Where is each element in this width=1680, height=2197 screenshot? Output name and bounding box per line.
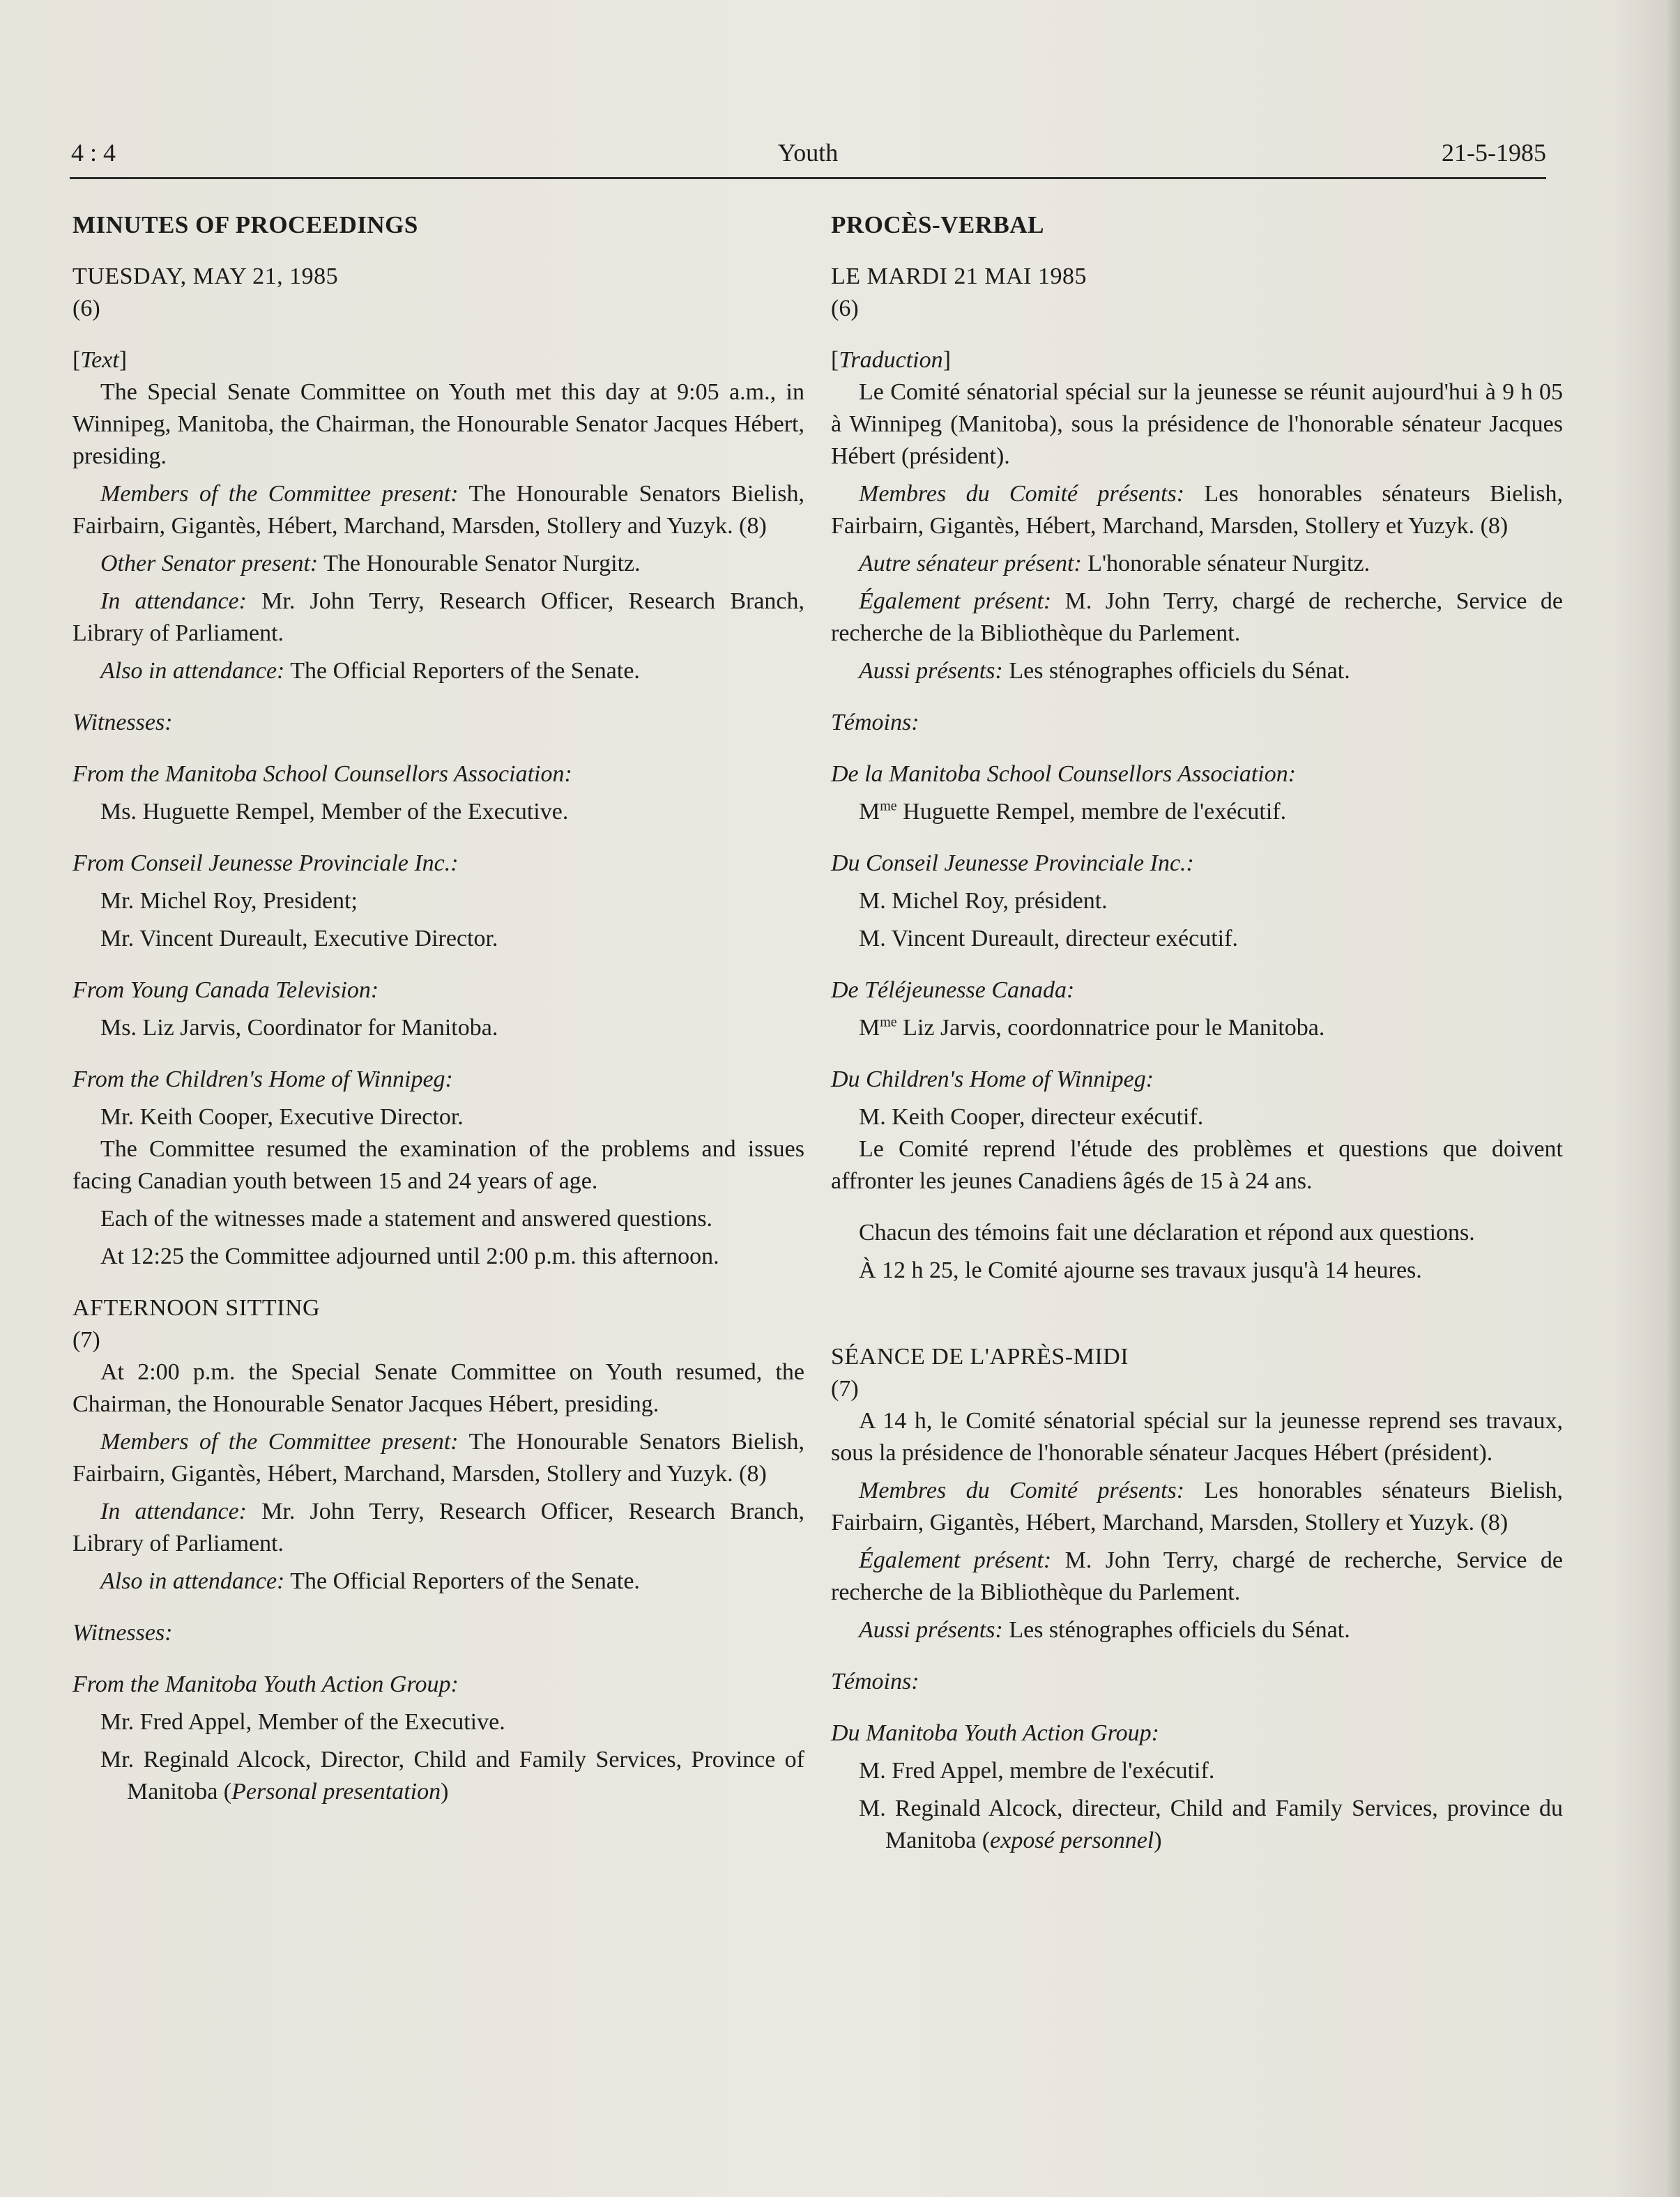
afternoon-opening: At 2:00 p.m. the Special Senate Committee on Youth resumed, the Chairman, the Honourable Senator Jacques Hébert, presiding. bbox=[72, 1359, 804, 1417]
witness-name: Ms. Liz Jarvis, Coordinator for Manitoba. bbox=[100, 1015, 498, 1041]
witness-name: Mr. Michel Roy, President; bbox=[100, 888, 358, 914]
page-number: 4 : 4 bbox=[71, 139, 116, 167]
text-label-fr: [Traduction] bbox=[831, 347, 951, 373]
members-present-fr: Membres du Comité présents: Les honorables sénateurs Bielish, Fairbairn, Gigantès, Hébert, Marchand, Marsden, Stollery et Yuzyk. (8) bbox=[831, 481, 1564, 539]
minutes-title: MINUTES OF PROCEEDINGS bbox=[72, 211, 418, 238]
other-senator: Other Senator present: The Honourable Senator Nurgitz. bbox=[100, 551, 641, 576]
other-senator-fr: Autre sénateur présent: L'honorable sénateur Nurgitz. bbox=[859, 551, 1370, 576]
witness-name-fr: $M^{me}$ Liz Jarvis, coordonnatrice pour le Manitoba. bbox=[859, 1014, 1325, 1041]
witness-org: From the Children's Home of Winnipeg: bbox=[72, 1066, 453, 1092]
resumed-paragraph-fr: Le Comité reprend l'étude des problèmes et questions que doivent affronter les jeunes Canadiens âgés de 15 à 24 ans. bbox=[831, 1136, 1563, 1194]
witness-org: From the Manitoba Youth Action Group: bbox=[72, 1671, 459, 1697]
running-header bbox=[70, 132, 1546, 179]
witness-org-fr: Du Children's Home of Winnipeg: bbox=[831, 1066, 1154, 1092]
statements-paragraph-fr: Chacun des témoins fait une déclaration et répond aux questions. bbox=[859, 1220, 1475, 1246]
in-attendance: In attendance: Mr. John Terry, Research Officer, Research Branch, Library of Parliament. bbox=[72, 588, 805, 646]
afternoon-opening-fr: A 14 h, le Comité sénatorial spécial sur la jeunesse reprend ses travaux, sous la présidence de l'honorable sénateur Jacques Hébert (président). bbox=[831, 1408, 1563, 1466]
meeting-number-fr: (6) bbox=[831, 296, 859, 321]
witness-org-fr: De Téléjeunesse Canada: bbox=[831, 977, 1075, 1003]
afternoon-number: (7) bbox=[72, 1327, 100, 1353]
opening-paragraph-fr: Le Comité sénatorial spécial sur la jeunesse se réunit aujourd'hui à 9 h 05 à Winnipeg (Manitoba), sous la présidence de l'honorable sénateur Jacques Hébert (président). bbox=[831, 379, 1563, 469]
witnesses-heading-fr: Témoins: bbox=[831, 710, 919, 735]
resumed-paragraph: The Committee resumed the examination of the problems and issues facing Canadian youth between 15 and 24 years of age. bbox=[72, 1136, 804, 1194]
afternoon-number-fr: (7) bbox=[831, 1376, 859, 1402]
witness-name-fr: M. Reginald Alcock, directeur, Child and Family Services, province du Manitoba (exposé personnel) bbox=[859, 1796, 1563, 1853]
members-present: Members of the Committee present: The Honourable Senators Bielish, Fairbairn, Gigantès, Hébert, Marchand, Marsden, Stollery and Yuzyk. (8) bbox=[72, 481, 804, 539]
afternoon-attendance: In attendance: Mr. John Terry, Research Officer, Research Branch, Library of Parliament. bbox=[72, 1499, 805, 1556]
witness-name-fr: M. Fred Appel, membre de l'exécutif. bbox=[859, 1758, 1215, 1784]
afternoon-witnesses-heading: Witnesses: bbox=[72, 1620, 173, 1646]
page-edge-shadow bbox=[1665, 0, 1680, 2197]
witness-name-fr: M. Vincent Dureault, directeur exécutif. bbox=[859, 926, 1238, 951]
meeting-date-fr: LE MARDI 21 MAI 1985 bbox=[831, 263, 1087, 289]
also-in-attendance: Also in attendance: The Official Reporters of the Senate. bbox=[100, 658, 640, 684]
french-column bbox=[831, 209, 1563, 1857]
opening-paragraph: The Special Senate Committee on Youth met this day at 9:05 a.m., in Winnipeg, Manitoba, the Chairman, the Honourable Senator Jacques Hébert, presiding. bbox=[72, 379, 804, 469]
minutes-title-fr: PROCÈS-VERBAL bbox=[831, 211, 1044, 238]
text-label: [Text] bbox=[72, 347, 128, 373]
witness-name-fr: M. Michel Roy, président. bbox=[859, 888, 1108, 914]
afternoon-title: AFTERNOON SITTING bbox=[72, 1295, 321, 1321]
adjourned-paragraph: At 12:25 the Committee adjourned until 2:00 p.m. this afternoon. bbox=[100, 1243, 719, 1269]
committee-name: Youth bbox=[777, 139, 839, 167]
afternoon-title-fr: SÉANCE DE L'APRÈS-MIDI bbox=[831, 1344, 1129, 1370]
also-in-attendance-fr: Aussi présents: Les sténographes officiels du Sénat. bbox=[859, 658, 1350, 684]
witness-org-fr: De la Manitoba School Counsellors Association: bbox=[831, 761, 1297, 787]
afternoon-attendance-fr: Également présent: M. John Terry, chargé de recherche, Service de recherche de la Bibliothèque du Parlement. bbox=[831, 1547, 1564, 1605]
meeting-date: TUESDAY, MAY 21, 1985 bbox=[72, 263, 339, 289]
witness-name: Mr. Vincent Dureault, Executive Director. bbox=[100, 926, 498, 951]
witness-org: From Conseil Jeunesse Provinciale Inc.: bbox=[72, 850, 459, 876]
afternoon-also: Also in attendance: The Official Reporters of the Senate. bbox=[100, 1568, 640, 1594]
adjourned-paragraph-fr: À 12 h 25, le Comité ajourne ses travaux jusqu'à 14 heures. bbox=[859, 1257, 1422, 1283]
afternoon-members-fr: Membres du Comité présents: Les honorables sénateurs Bielish, Fairbairn, Gigantès, Hébert, Marchand, Marsden, Stollery et Yuzyk. (8) bbox=[831, 1478, 1564, 1536]
in-attendance-fr: Également présent: M. John Terry, chargé de recherche, Service de recherche de la Bibliothèque du Parlement. bbox=[831, 588, 1564, 646]
afternoon-witnesses-heading-fr: Témoins: bbox=[831, 1669, 919, 1694]
english-column bbox=[72, 209, 804, 1808]
witness-name-fr: M. Keith Cooper, directeur exécutif. bbox=[859, 1104, 1204, 1130]
witness-name: Mr. Fred Appel, Member of the Executive. bbox=[100, 1709, 505, 1735]
afternoon-members: Members of the Committee present: The Honourable Senators Bielish, Fairbairn, Gigantès, Hébert, Marchand, Marsden, Stollery and Yuzyk. (8) bbox=[72, 1429, 804, 1487]
witness-name: Ms. Huguette Rempel, Member of the Executive. bbox=[100, 799, 569, 825]
witness-org: From the Manitoba School Counsellors Association: bbox=[72, 761, 572, 787]
witness-org-fr: Du Conseil Jeunesse Provinciale Inc.: bbox=[831, 850, 1194, 876]
witness-name-fr: $M^{me}$ Huguette Rempel, membre de l'exécutif. bbox=[859, 798, 1287, 825]
witness-org: From Young Canada Television: bbox=[72, 977, 379, 1003]
witness-name: Mr. Reginald Alcock, Director, Child and Family Services, Province of Manitoba (Personal presentation) bbox=[100, 1747, 804, 1805]
witness-name: Mr. Keith Cooper, Executive Director. bbox=[100, 1104, 464, 1130]
issue-date: 21-5-1985 bbox=[1442, 139, 1546, 167]
afternoon-also-fr: Aussi présents: Les sténographes officiels du Sénat. bbox=[859, 1617, 1350, 1643]
meeting-number: (6) bbox=[72, 296, 100, 321]
witness-org-fr: Du Manitoba Youth Action Group: bbox=[831, 1720, 1159, 1746]
witnesses-heading: Witnesses: bbox=[72, 710, 173, 735]
statements-paragraph: Each of the witnesses made a statement and answered questions. bbox=[100, 1206, 713, 1232]
